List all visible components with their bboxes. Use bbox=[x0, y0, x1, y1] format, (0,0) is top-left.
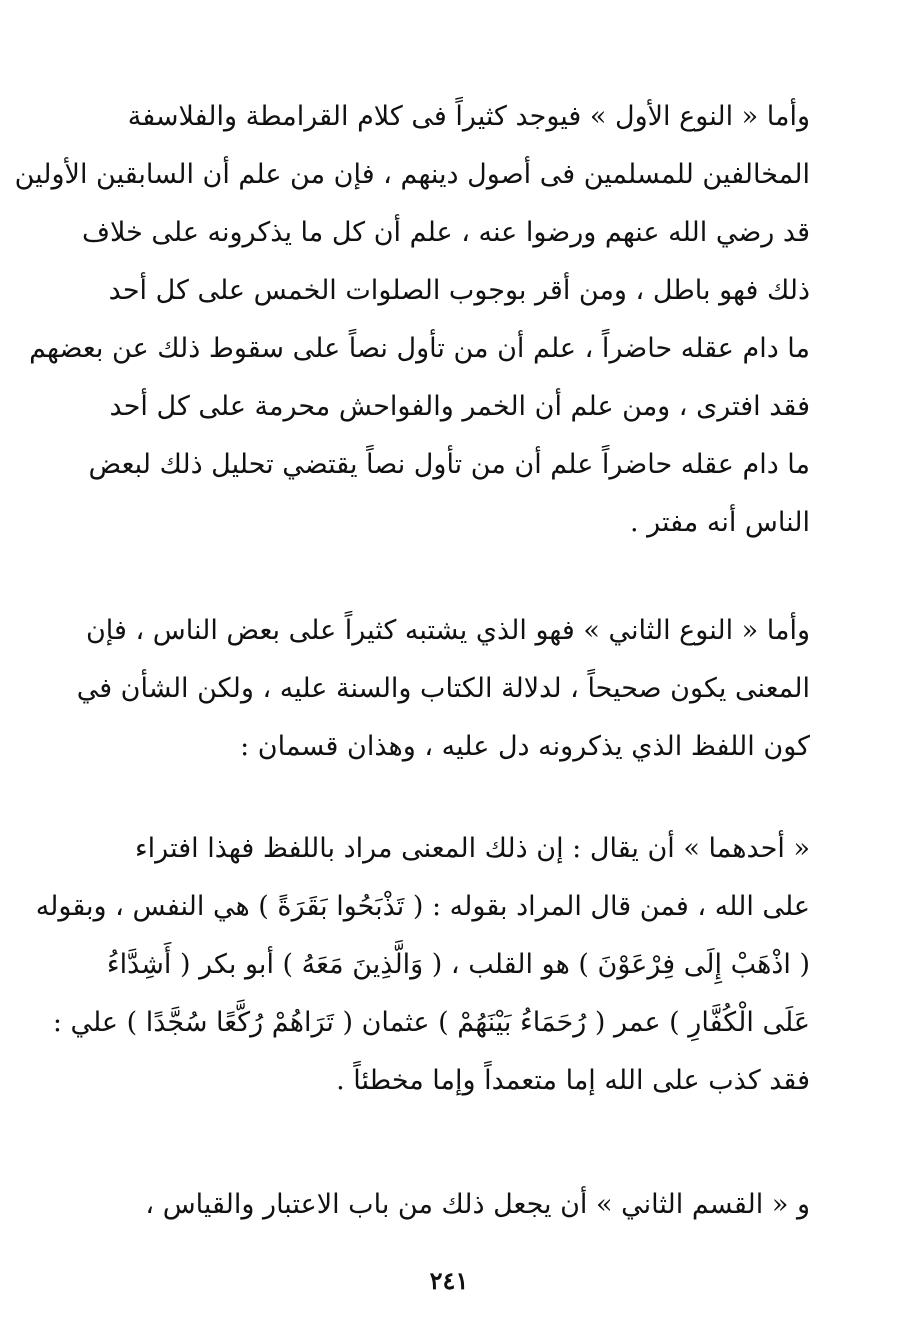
text-line: و « القسم الثاني » أن يجعل ذلك من باب الاعتبار والقياس ، bbox=[145, 1189, 810, 1220]
text-line: ذلك فهو باطل ، ومن أقر بوجوب الصلوات الخمس على كل أحد bbox=[108, 275, 810, 306]
text-line: « أحدهما » أن يقال : إن ذلك المعنى مراد باللفظ فهذا افتراء bbox=[134, 833, 810, 864]
text-line: ( اذْهَبْ إِلَى فِرْعَوْنَ ) هو القلب ، ( وَالَّذِينَ مَعَهُ ) أبو بكر ( أَشِدَّاءُ bbox=[106, 949, 810, 980]
paragraph-first-type bbox=[14, 88, 810, 552]
text-line: وأما « النوع الأول » فيوجد كثيراً فى كلام القرامطة والفلاسفة bbox=[127, 101, 810, 132]
text-line: قد رضي الله عنهم ورضوا عنه ، علم أن كل ما يذكرونه على خلاف bbox=[82, 217, 810, 248]
paragraph-first-division bbox=[35, 820, 810, 1110]
text-line: فقد كذب على الله إما متعمداً وإما مخطئاً . bbox=[336, 1065, 810, 1096]
text-line: على الله ، فمن قال المراد بقوله : ( تَذْبَحُوا بَقَرَةً ) هي النفس ، وبقوله bbox=[35, 891, 810, 922]
text-line: المعنى يكون صحيحاً ، لدلالة الكتاب والسنة عليه ، ولكن الشأن في bbox=[76, 673, 810, 704]
text-line: وأما « النوع الثاني » فهو الذي يشتبه كثيراً على بعض الناس ، فإن bbox=[85, 615, 810, 646]
page-number: ٢٤١ bbox=[429, 1266, 469, 1295]
text-line: الناس أنه مفتر . bbox=[629, 507, 810, 538]
paragraph-second-type bbox=[76, 602, 810, 776]
text-line: ما دام عقله حاضراً علم أن من تأول نصاً يقتضي تحليل ذلك لبعض bbox=[88, 449, 810, 480]
text-line: كون اللفظ الذي يذكرونه دل عليه ، وهذان قسمان : bbox=[240, 731, 810, 762]
text-line: عَلَى الْكُفَّارِ ) عمر ( رُحَمَاءُ بَيْنَهُمْ ) عثمان ( تَرَاهُمْ رُكَّعًا سُجَّدًا ) علي : bbox=[52, 1007, 810, 1038]
text-line: ما دام عقله حاضراً ، علم أن من تأول نصاً على سقوط ذلك عن بعضهم bbox=[29, 333, 810, 364]
text-line: المخالفين للمسلمين فى أصول دينهم ، فإن من علم أن السابقين الأولين bbox=[14, 159, 810, 190]
text-line: فقد افترى ، ومن علم أن الخمر والفواحش محرمة على كل أحد bbox=[109, 391, 810, 422]
paragraph-second-division bbox=[100, 1176, 810, 1234]
